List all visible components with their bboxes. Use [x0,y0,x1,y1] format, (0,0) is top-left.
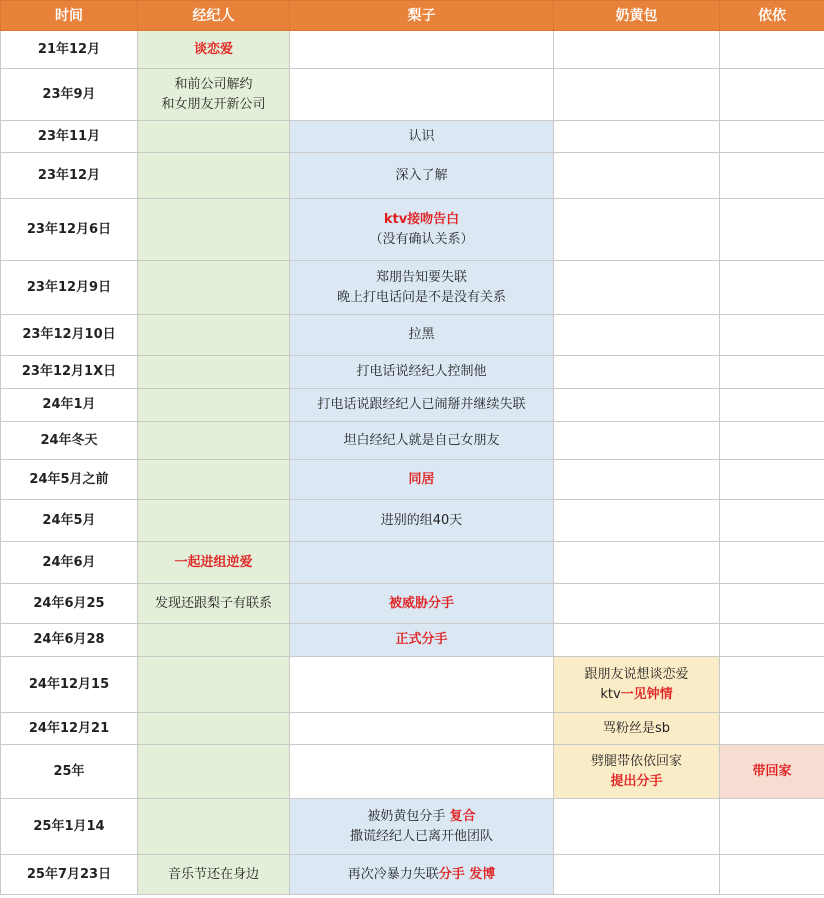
naihuangbao-cell [554,356,720,389]
agent-text: 一起进组逆爱 [174,554,253,570]
header-yiyi: 依依 [720,1,824,31]
lizi-cell [290,584,554,624]
yiyi-cell [720,389,824,422]
naihuangbao-text: 一见钟情 [620,686,673,702]
table-row [1,799,824,855]
lizi-text: （没有确认关系） [369,231,474,247]
yiyi-cell [720,855,824,895]
lizi-cell: 打电话说跟经纪人已闹掰并继续失联 [290,389,554,422]
lizi-cell [290,31,554,69]
agent-cell [138,799,290,855]
lizi-text: 晚上打电话问是不是没有关系 [336,289,506,305]
lizi-cell [290,657,554,713]
lizi-text: 被威胁分手 [388,595,454,611]
time-cell: 24年12月21 [1,713,138,745]
yiyi-cell [720,713,824,745]
lizi-text: 分手 发博 [438,866,496,882]
time-cell: 24年6月28 [1,624,138,657]
agent-cell [138,389,290,422]
agent-cell [138,121,290,153]
table-row [1,69,824,121]
time-cell: 25年1月14 [1,799,138,855]
agent-cell [138,542,290,584]
naihuangbao-cell [554,121,720,153]
naihuangbao-cell [554,799,720,855]
lizi-text: ktv接吻告白 [383,211,460,227]
yiyi-cell [720,121,824,153]
table-row [1,460,824,500]
yiyi-cell [720,153,824,199]
yiyi-cell [720,31,824,69]
time-cell: 23年12月9日 [1,261,138,315]
lizi-cell: 深入了解 [290,153,554,199]
yiyi-cell [720,657,824,713]
table-row [1,500,824,542]
table-row [1,199,824,261]
yiyi-cell [720,745,824,799]
yiyi-cell [720,422,824,460]
naihuangbao-cell [554,745,720,799]
naihuangbao-cell [554,657,720,713]
naihuangbao-cell [554,855,720,895]
table-row [1,855,824,895]
header-naihuangbao: 奶黄包 [554,1,720,31]
yiyi-cell [720,199,824,261]
yiyi-cell [720,261,824,315]
lizi-cell [290,855,554,895]
naihuangbao-cell [554,500,720,542]
table-row [1,315,824,356]
agent-cell [138,199,290,261]
lizi-cell [290,799,554,855]
agent-cell [138,500,290,542]
time-cell: 24年5月之前 [1,460,138,500]
lizi-cell [290,460,554,500]
time-cell: 23年11月 [1,121,138,153]
lizi-text-line1 [294,807,549,827]
agent-cell [138,153,290,199]
naihuangbao-text: ktv [600,686,621,702]
agent-text: 和前公司解约 [174,76,253,92]
lizi-cell: 进别的组40天 [290,500,554,542]
time-cell: 24年5月 [1,500,138,542]
agent-cell [138,69,290,121]
agent-cell [138,31,290,69]
lizi-cell: 认识 [290,121,554,153]
time-cell: 23年9月 [1,69,138,121]
time-cell: 25年7月23日 [1,855,138,895]
time-cell: 24年6月 [1,542,138,584]
naihuangbao-cell [554,199,720,261]
agent-cell: 音乐节还在身边 [138,855,290,895]
yiyi-cell [720,584,824,624]
lizi-cell [290,713,554,745]
lizi-cell [290,624,554,657]
naihuangbao-cell [554,153,720,199]
table-row [1,153,824,199]
time-cell: 24年1月 [1,389,138,422]
table-row [1,31,824,69]
table-row [1,121,824,153]
agent-cell [138,261,290,315]
header-agent: 经纪人 [138,1,290,31]
lizi-text: 郑朋告知要失联 [375,269,467,285]
table-row [1,713,824,745]
time-cell: 24年12月15 [1,657,138,713]
naihuangbao-cell [554,542,720,584]
naihuangbao-cell [554,422,720,460]
yiyi-cell [720,500,824,542]
naihuangbao-cell [554,389,720,422]
header-lizi: 梨子 [290,1,554,31]
yiyi-text: 带回家 [752,763,792,779]
agent-cell [138,422,290,460]
naihuangbao-text: 跟朋友说想谈恋爱 [584,666,689,682]
yiyi-cell [720,542,824,584]
table-row [1,745,824,799]
yiyi-cell [720,624,824,657]
naihuangbao-text-line2 [558,685,715,705]
lizi-cell [290,261,554,315]
lizi-cell: 坦白经纪人就是自己女朋友 [290,422,554,460]
naihuangbao-cell [554,624,720,657]
time-cell: 21年12月 [1,31,138,69]
table-row [1,422,824,460]
naihuangbao-cell [554,69,720,121]
lizi-cell [290,542,554,584]
time-cell: 23年12月6日 [1,199,138,261]
yiyi-cell [720,460,824,500]
table-row [1,356,824,389]
agent-cell [138,315,290,356]
yiyi-cell [720,356,824,389]
agent-cell [138,713,290,745]
lizi-cell [290,199,554,261]
lizi-cell [290,745,554,799]
lizi-text: 撒谎经纪人已离开他团队 [349,828,493,844]
agent-cell [138,460,290,500]
agent-cell [138,624,290,657]
table-row [1,389,824,422]
table-row [1,624,824,657]
table-row [1,657,824,713]
agent-text: 谈恋爱 [193,41,233,57]
naihuangbao-text: 劈腿带依依回家 [590,753,682,769]
naihuangbao-text: 提出分手 [610,773,663,789]
time-cell: 23年12月1X日 [1,356,138,389]
naihuangbao-cell [554,584,720,624]
lizi-text: 再次冷暴力失联 [347,866,439,882]
naihuangbao-cell [554,31,720,69]
table-row [1,584,824,624]
table-row [1,542,824,584]
yiyi-cell [720,315,824,356]
agent-cell: 发现还跟梨子有联系 [138,584,290,624]
header-row [1,1,824,31]
lizi-text: 正式分手 [395,632,448,647]
yiyi-cell [720,799,824,855]
agent-cell [138,356,290,389]
agent-cell [138,657,290,713]
lizi-cell: 打电话说经纪人控制他 [290,356,554,389]
time-cell: 23年12月 [1,153,138,199]
lizi-cell: 拉黑 [290,315,554,356]
lizi-text: 复合 [449,808,476,824]
lizi-cell [290,69,554,121]
time-cell: 24年6月25 [1,584,138,624]
time-cell: 23年12月10日 [1,315,138,356]
agent-text: 和女朋友开新公司 [161,96,266,112]
lizi-text: 同居 [408,471,435,487]
yiyi-cell [720,69,824,121]
time-cell: 25年 [1,745,138,799]
naihuangbao-cell [554,460,720,500]
naihuangbao-cell [554,315,720,356]
time-cell: 24年冬天 [1,422,138,460]
naihuangbao-cell [554,261,720,315]
agent-cell [138,745,290,799]
lizi-text: 被奶黄包分手 [367,808,450,824]
table-row [1,261,824,315]
naihuangbao-cell: 骂粉丝是sb [554,713,720,745]
header-time: 时间 [1,1,138,31]
